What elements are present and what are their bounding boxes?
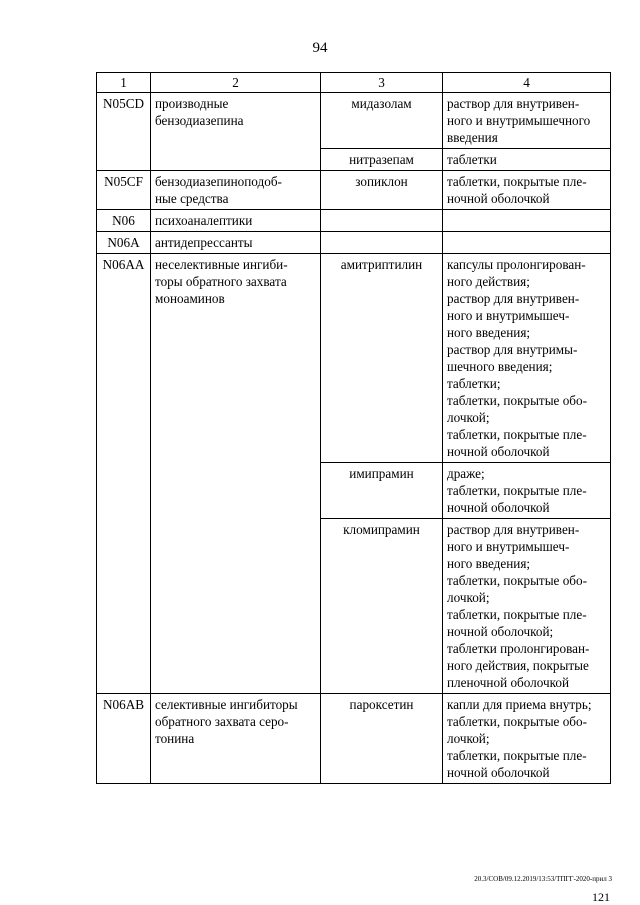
text-line: капсулы пролонгирован-	[447, 257, 586, 272]
text-line: лочкой;	[447, 590, 490, 605]
text-line: таблетки, покрытые пле-	[447, 748, 587, 763]
page-number: 94	[312, 40, 328, 56]
text-line: ночной оболочкой;	[447, 624, 554, 639]
text-line: таблетки, покрытые обо-	[447, 573, 587, 588]
dosage-form-cell	[443, 171, 611, 210]
text-line: торы обратного захвата	[155, 274, 287, 289]
text-line: пленочной оболочкой	[447, 675, 570, 690]
dosage-form-cell	[443, 232, 611, 254]
table-row	[97, 210, 611, 232]
column-number: 2	[151, 73, 321, 93]
text-line: шечного введения;	[447, 359, 553, 374]
text-line: неселективные ингиби-	[155, 257, 288, 272]
text-line: драже;	[447, 466, 485, 481]
drug-name-cell: имипрамин	[321, 463, 443, 519]
atc-code-cell: N06A	[97, 232, 151, 254]
text-line: ночной оболочкой	[447, 191, 550, 206]
group-name-cell	[151, 171, 321, 210]
text-line: ного введения;	[447, 556, 531, 571]
text-line: антидепрессанты	[155, 235, 253, 250]
text-line: селективные ингибиторы	[155, 697, 298, 712]
text-line: ные средства	[155, 191, 229, 206]
group-name-cell	[151, 694, 321, 784]
footer-sheet-number: 121	[592, 890, 610, 904]
text-line: раствор для внутривен-	[447, 291, 580, 306]
text-line: бензодиазепиноподоб-	[155, 174, 282, 189]
drug-name-cell: кломипрамин	[321, 519, 443, 694]
text-line: ночной оболочкой	[447, 444, 550, 459]
text-line: раствор для внутривен-	[447, 96, 580, 111]
text-line: ного и внутримышечного	[447, 113, 591, 128]
text-line: лочкой;	[447, 410, 490, 425]
table-row	[97, 171, 611, 210]
dosage-form-cell	[443, 149, 611, 171]
atc-code-cell: N05CD	[97, 93, 151, 171]
text-line: раствор для внутримы-	[447, 342, 578, 357]
column-number: 4	[443, 73, 611, 93]
column-number-row	[97, 73, 611, 93]
text-line: ного и внутримышеч-	[447, 308, 570, 323]
group-name-cell	[151, 254, 321, 694]
text-line: психоаналептики	[155, 213, 253, 228]
drug-name-cell: пароксетин	[321, 694, 443, 784]
table-row	[97, 254, 611, 463]
text-line: лочкой;	[447, 731, 490, 746]
column-number: 3	[321, 73, 443, 93]
text-line: таблетки, покрытые пле-	[447, 427, 587, 442]
text-line: обратного захвата серо-	[155, 714, 289, 729]
text-line: бензодиазепина	[155, 113, 244, 128]
drug-name-cell	[321, 210, 443, 232]
text-line: таблетки пролонгирован-	[447, 641, 590, 656]
atc-code-cell: N05CF	[97, 171, 151, 210]
dosage-form-cell	[443, 694, 611, 784]
column-number: 1	[97, 73, 151, 93]
text-line: раствор для внутривен-	[447, 522, 580, 537]
text-line: таблетки, покрытые пле-	[447, 483, 587, 498]
atc-code-cell: N06AA	[97, 254, 151, 694]
group-name-cell	[151, 210, 321, 232]
text-line: производные	[155, 96, 229, 111]
text-line: таблетки, покрытые пле-	[447, 174, 587, 189]
drug-name-cell	[321, 232, 443, 254]
text-line: введения	[447, 130, 498, 145]
table-row	[97, 232, 611, 254]
text-line: ночной оболочкой	[447, 765, 550, 780]
drug-name-cell: зопиклон	[321, 171, 443, 210]
text-line: ного действия;	[447, 274, 530, 289]
footer-document-code: 20.3/СОВ/09.12.2019/13:53/ТПГГ-2020-прил 3	[474, 875, 612, 883]
text-line	[447, 234, 606, 251]
text-line: ного введения;	[447, 325, 531, 340]
text-line	[447, 212, 606, 229]
text-line: таблетки;	[447, 376, 501, 391]
group-name-cell	[151, 93, 321, 171]
text-line: ночной оболочкой	[447, 500, 550, 515]
table-row	[97, 694, 611, 784]
dosage-form-cell	[443, 210, 611, 232]
text-line: таблетки, покрытые обо-	[447, 393, 587, 408]
dosage-form-cell	[443, 93, 611, 149]
atc-code-cell: N06	[97, 210, 151, 232]
drug-name-cell: мидазолам	[321, 93, 443, 149]
text-line: ного действия, покрытые	[447, 658, 589, 673]
text-line: таблетки, покрытые обо-	[447, 714, 587, 729]
drug-table	[96, 72, 611, 784]
atc-code-cell: N06AB	[97, 694, 151, 784]
text-line: таблетки, покрытые пле-	[447, 607, 587, 622]
drug-name-cell: амитриптилин	[321, 254, 443, 463]
dosage-form-cell	[443, 463, 611, 519]
text-line: таблетки	[447, 152, 497, 167]
text-line: капли для приема внутрь;	[447, 697, 592, 712]
text-line: тонина	[155, 731, 195, 746]
dosage-form-cell	[443, 519, 611, 694]
table-row	[97, 93, 611, 149]
drug-name-cell: нитразепам	[321, 149, 443, 171]
group-name-cell	[151, 232, 321, 254]
text-line: ного и внутримышеч-	[447, 539, 570, 554]
dosage-form-cell	[443, 254, 611, 463]
text-line: моноаминов	[155, 291, 225, 306]
